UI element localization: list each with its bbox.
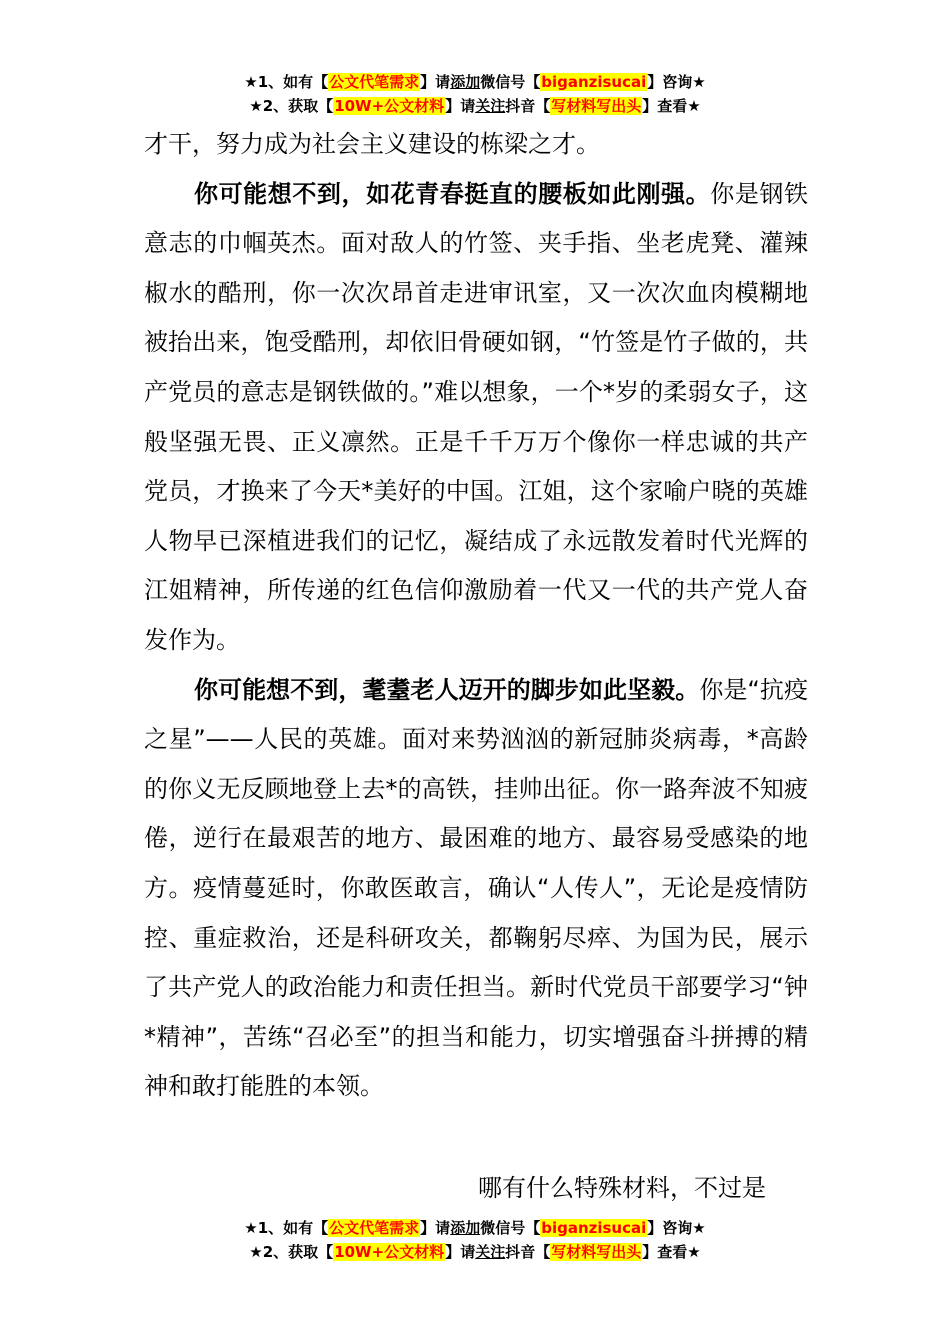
banner-line-2 [0,94,950,118]
banner-text: 】查看★ [642,1243,701,1261]
banner-highlight: 公文代笔需求 [329,73,420,91]
paragraph-heading: 你可能想不到，耄耋老人迈开的脚步如此坚毅。 [194,675,700,704]
banner-underlined: 添加 [450,1219,481,1237]
paragraph-heading: 你可能想不到，如花青春挺直的腰板如此刚强。 [194,179,711,208]
banner-text: 】请 [445,1243,476,1261]
paragraph-text: 你是钢铁意志的巾帼英杰。面对敌人的竹签、夹手指、坐老虎凳、灌辣椒水的酷刑，你一次次昂首走进审讯室，又一次次血肉模糊地被抬出来，饱受酷刑，却依旧骨硬如钢，“竹签是竹子做的，共产党员的意志是钢铁做的。”难以想象，一个*岁的柔弱女子，这般坚强无畏、正义凛然。正是千千万万个像你一样忠诚的共产党员，才换来了今天*美好的中国。江姐，这个家喻户晓的英雄人物早已深植进我们的记忆，凝结成了永远散发着时代光辉的江姐精神，所传递的红色信仰激励着一代又一代的共产党人奋发作为。 [144,179,808,654]
banner-highlight: biganzisucai [541,73,647,91]
document-body [144,120,808,1112]
paragraph-text: 你是“抗疫之星”——人民的英雄。面对来势汹汹的新冠肺炎病毒，*高龄的你义无反顾地登上去*的高铁，挂帅出征。你一路奔波不知疲倦，逆行在最艰苦的地方、最困难的地方、最容易受感染的地方。疫情蔓延时，你敢医敢言，确认“人传人”，无论是疫情防控、重症救治，还是科研攻关，都鞠躬尽瘁、为国为民，展示了共产党人的政治能力和责任担当。新时代党员干部要学习“钟*精神”，苦练“召必至”的担当和能力，切实增强奋斗拼搏的精神和敢打能胜的本领。 [144,675,808,1101]
header-banner [0,70,950,118]
banner-text: 】请 [420,73,451,91]
banner-highlight: 10W+公文材料 [334,1243,445,1261]
banner-text: 抖音【 [505,97,551,115]
banner-text: 】请 [445,97,476,115]
banner-underlined: 添加 [450,73,481,91]
banner-text: ★2、获取【 [249,97,334,115]
banner-line-2 [0,1240,950,1264]
banner-underlined: 关注 [475,1243,506,1261]
banner-text: 】咨询★ [647,73,706,91]
banner-text: 】咨询★ [647,1219,706,1237]
banner-highlight: biganzisucai [541,1219,647,1237]
banner-highlight: 公文代笔需求 [329,1219,420,1237]
banner-highlight: 写材料写出头 [551,97,642,115]
banner-text: 抖音【 [505,1243,551,1261]
closing-line: 哪有什么特殊材料，不过是 [478,1174,766,1202]
banner-underlined: 关注 [475,97,506,115]
banner-text: ★1、如有【 [244,73,329,91]
banner-text: 】查看★ [642,97,701,115]
banner-text: ★2、获取【 [249,1243,334,1261]
banner-line-1 [0,1216,950,1240]
banner-text: 微信号【 [480,73,541,91]
banner-highlight: 10W+公文材料 [334,97,445,115]
paragraph-anti-epidemic [144,666,808,1112]
paragraph-jiang-jie [144,170,808,666]
footer-banner [0,1216,950,1264]
banner-highlight: 写材料写出头 [551,1243,642,1261]
paragraph-continuation: 才干，努力成为社会主义建设的栋梁之才。 [144,130,600,158]
banner-text: 】请 [420,1219,451,1237]
banner-line-1 [0,70,950,94]
banner-text: 微信号【 [480,1219,541,1237]
banner-text: ★1、如有【 [244,1219,329,1237]
